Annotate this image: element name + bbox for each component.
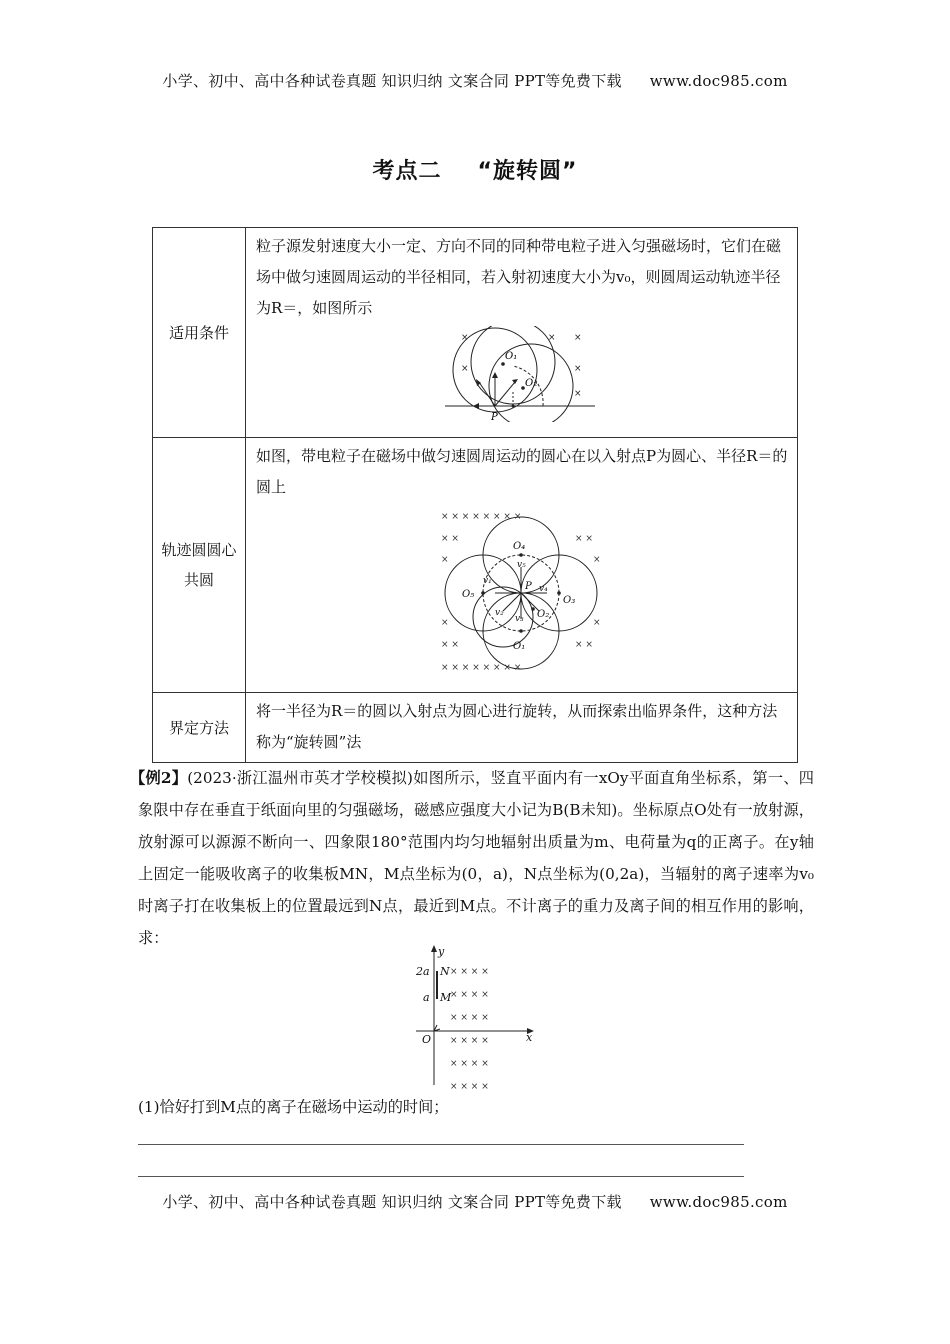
answer-line[interactable]: [138, 1176, 744, 1177]
svg-text:× × × ×: × × × ×: [450, 990, 489, 1000]
svg-text:×: ×: [592, 555, 601, 565]
method-table: [152, 227, 798, 763]
m-coord-label: a: [423, 991, 430, 1004]
answer-line[interactable]: [138, 1144, 744, 1145]
header-url[interactable]: www.doc985.com: [649, 72, 788, 90]
diagram-svg: [443, 326, 603, 422]
row-content: 将一半径为R＝的圆以入射点为圆心进行旋转，从而探索出临界条件，这种方法称为“旋转圆”法: [246, 693, 798, 763]
figure-center-circle: [256, 505, 789, 688]
label-v2: v₂: [494, 608, 504, 618]
table-row: [153, 438, 798, 693]
svg-text:×: ×: [573, 333, 582, 343]
svg-text:× ×: × ×: [440, 640, 459, 650]
svg-text:×: ×: [460, 333, 469, 343]
label-v3: v₃: [514, 614, 524, 624]
row-content: [246, 438, 798, 693]
title-part2: “旋转圆”: [477, 159, 578, 184]
figure-rotating-circles: [256, 326, 789, 433]
svg-text:×: ×: [573, 389, 582, 399]
n-coord-label: 2a: [416, 965, 430, 978]
table-row: [153, 693, 798, 763]
axis-y-label: y: [438, 945, 445, 958]
question-1: (1)恰好打到M点的离子在磁场中运动的时间；: [138, 1098, 449, 1116]
page-header: [0, 70, 950, 91]
coordinate-diagram: [410, 943, 540, 1089]
svg-text:× × × ×: × × × ×: [450, 1082, 489, 1089]
footer-text: 小学、初中、高中各种试卷真题 知识归纳 文案合同 PPT等免费下载: [162, 1193, 622, 1211]
label-o3: O₃: [562, 595, 575, 606]
svg-text:× × × ×: × × × ×: [450, 1059, 489, 1069]
svg-text:× × × ×: × × × ×: [450, 1013, 489, 1023]
example-tag: 【例2】: [130, 769, 188, 787]
svg-text:× × × ×: × × × ×: [450, 1036, 489, 1046]
example-text: (2023·浙江温州市英才学校模拟)如图所示，竖直平面内有一xOy平面直角坐标系，第一、四象限中存在垂直于纸面向里的匀强磁场，磁感应强度大小记为B(B未知)。坐标原点O处有一放射源，放射源可以源源不断向一、四象限180°范围内均匀地辐射出质量为m、电荷量为q的正离子。在y轴上固定一能吸收离子的收集板MN，M点坐标为(0，a)，N点坐标为(0,2a)，当辐射的离子速率为v₀时离子打在收集板上的位置最远到N点，最近到M点。不计离子的重力及离子间的相互作用的影响，求：: [138, 769, 814, 947]
svg-text:× ×: × ×: [574, 534, 593, 544]
label-p: P: [524, 581, 532, 592]
example-2: [130, 762, 814, 954]
m-label: M: [440, 991, 452, 1004]
page-footer: [0, 1191, 950, 1212]
row-content: [246, 228, 798, 438]
row-text: 如图，带电粒子在磁场中做匀速圆周运动的圆心在以入射点P为圆心、半径R＝的圆上: [256, 447, 788, 496]
label-v1: v₁: [482, 576, 492, 586]
row-text: 粒子源发射速度大小一定、方向不同的同种带电粒子进入匀强磁场时，它们在磁场中做匀速圆周运动的半径相同，若入射初速度大小为v₀，则圆周运动轨迹半径为R＝，如图所示: [256, 237, 782, 317]
svg-text:× ×: × ×: [440, 534, 459, 544]
figure-coordinate-system: [410, 943, 540, 1093]
label-o2: O₂: [536, 609, 549, 620]
label-v4: v₄: [538, 584, 548, 594]
n-label: N: [440, 965, 450, 978]
label-p: P: [490, 412, 498, 422]
row-label: 轨迹圆圆心共圆: [153, 438, 246, 693]
table-row: [153, 228, 798, 438]
footer-url[interactable]: www.doc985.com: [649, 1193, 788, 1211]
origin-label: O: [422, 1033, 432, 1046]
title-part1: 考点二: [372, 159, 442, 184]
svg-text:×: ×: [573, 364, 582, 374]
svg-text:× × × × × × × ×: × × × × × × × ×: [440, 663, 521, 673]
svg-text:×: ×: [440, 618, 449, 628]
header-text: 小学、初中、高中各种试卷真题 知识归纳 文案合同 PPT等免费下载: [162, 72, 622, 90]
svg-text:× ×: × ×: [574, 640, 593, 650]
label-o4: O₄: [512, 541, 525, 552]
svg-text:×: ×: [592, 618, 601, 628]
label-o1: O₁: [504, 351, 517, 362]
diagram-svg: [433, 505, 613, 677]
row-label: 适用条件: [153, 228, 246, 438]
label-o2: O₂: [524, 378, 537, 389]
svg-text:× × × × × × × ×: × × × × × × × ×: [440, 512, 521, 522]
section-title: [0, 154, 950, 185]
label-o5: O₅: [461, 589, 474, 600]
label-o1: O₁: [512, 641, 525, 652]
axis-x-label: x: [526, 1031, 533, 1044]
svg-text:× × × ×: × × × ×: [450, 967, 489, 977]
svg-text:×: ×: [547, 333, 556, 343]
row-label: 界定方法: [153, 693, 246, 763]
svg-text:×: ×: [440, 555, 449, 565]
svg-text:×: ×: [460, 364, 469, 374]
label-v5: v₅: [516, 560, 526, 570]
